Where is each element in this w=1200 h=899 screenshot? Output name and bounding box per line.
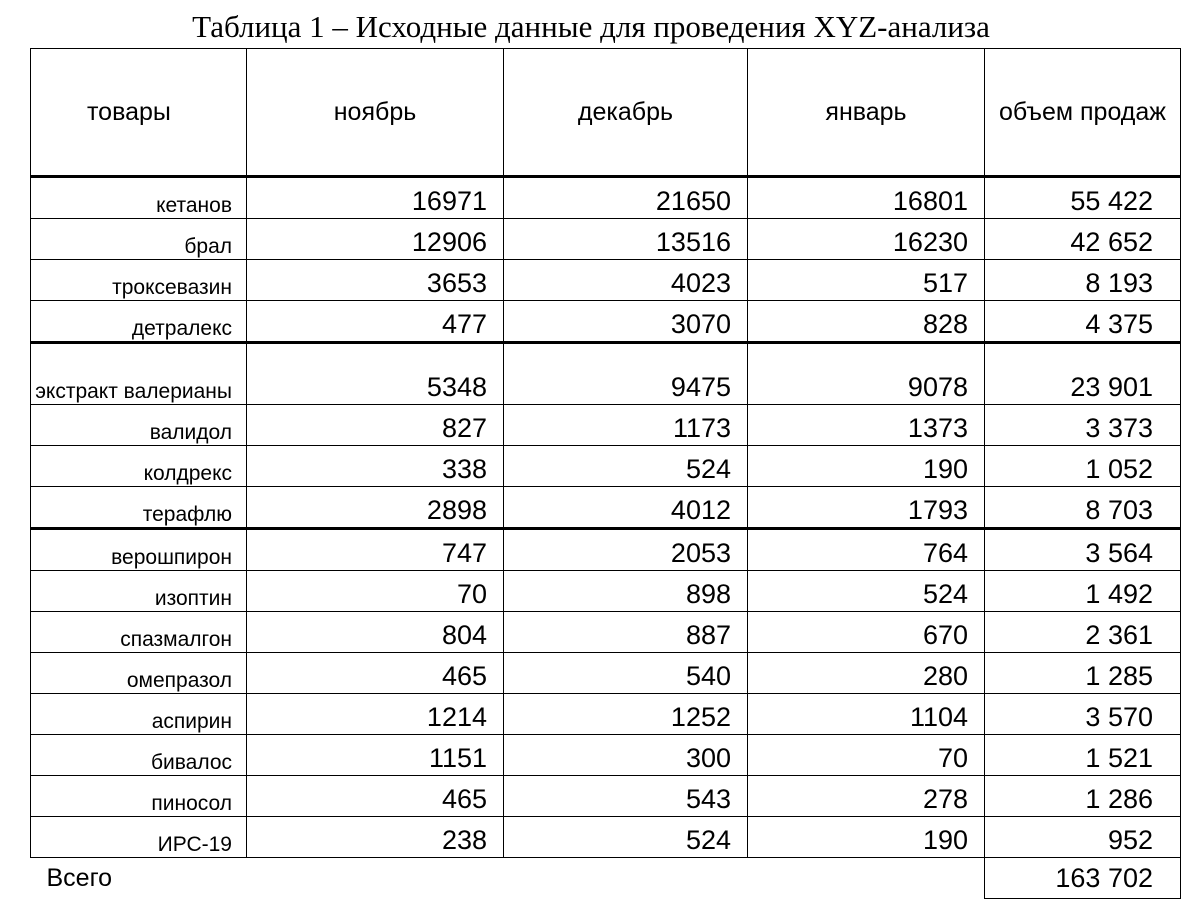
product-name: колдрекс: [31, 446, 247, 487]
december-value: 898: [504, 571, 748, 612]
table-row: [31, 405, 1181, 446]
header-sales-volume: объем продаж: [985, 49, 1181, 177]
december-value: 13516: [504, 219, 748, 260]
january-value: 190: [748, 446, 985, 487]
table-row: [31, 487, 1181, 529]
january-value: 16801: [748, 177, 985, 219]
product-name: верошпирон: [31, 529, 247, 571]
total-row: [31, 858, 1181, 899]
december-value: 2053: [504, 529, 748, 571]
product-name: омепразол: [31, 653, 247, 694]
product-name: ИРС-19: [31, 817, 247, 858]
table-row: [31, 817, 1181, 858]
november-value: 70: [247, 571, 504, 612]
xyz-data-table: [30, 48, 1181, 899]
december-value: 300: [504, 735, 748, 776]
january-value: 670: [748, 612, 985, 653]
header-january: январь: [748, 49, 985, 177]
december-value: 524: [504, 817, 748, 858]
december-value: 1173: [504, 405, 748, 446]
january-value: 828: [748, 301, 985, 343]
table-row: [31, 343, 1181, 405]
november-value: 12906: [247, 219, 504, 260]
january-value: 524: [748, 571, 985, 612]
december-value: 4023: [504, 260, 748, 301]
december-value: 1252: [504, 694, 748, 735]
january-value: 9078: [748, 343, 985, 405]
december-value: 9475: [504, 343, 748, 405]
december-value: 21650: [504, 177, 748, 219]
table-row: [31, 735, 1181, 776]
sales-volume-value: 3 564: [985, 529, 1181, 571]
november-value: 2898: [247, 487, 504, 529]
january-value: 280: [748, 653, 985, 694]
header-row: [31, 49, 1181, 177]
product-name: спазмалгон: [31, 612, 247, 653]
january-value: 278: [748, 776, 985, 817]
december-value: 3070: [504, 301, 748, 343]
november-value: 16971: [247, 177, 504, 219]
table-row: [31, 694, 1181, 735]
table-row: [31, 612, 1181, 653]
january-value: 70: [748, 735, 985, 776]
sales-volume-value: 42 652: [985, 219, 1181, 260]
table-row: [31, 653, 1181, 694]
november-value: 5348: [247, 343, 504, 405]
product-name: брал: [31, 219, 247, 260]
sales-volume-value: 2 361: [985, 612, 1181, 653]
november-value: 3653: [247, 260, 504, 301]
total-spacer: [247, 858, 504, 899]
table-row: [31, 301, 1181, 343]
january-value: 190: [748, 817, 985, 858]
total-spacer: [748, 858, 985, 899]
november-value: 747: [247, 529, 504, 571]
november-value: 477: [247, 301, 504, 343]
sales-volume-value: 952: [985, 817, 1181, 858]
total-label: Всего: [46, 863, 113, 892]
sales-volume-value: 1 492: [985, 571, 1181, 612]
november-value: 827: [247, 405, 504, 446]
table-row: [31, 529, 1181, 571]
january-value: 16230: [748, 219, 985, 260]
sales-volume-value: 1 521: [985, 735, 1181, 776]
total-spacer: [504, 858, 748, 899]
product-name: пиносол: [31, 776, 247, 817]
table-row: [31, 446, 1181, 487]
sales-volume-value: 1 052: [985, 446, 1181, 487]
table-row: [31, 776, 1181, 817]
total-value: 163 702: [985, 858, 1181, 899]
november-value: 465: [247, 653, 504, 694]
november-value: 804: [247, 612, 504, 653]
january-value: 764: [748, 529, 985, 571]
january-value: 1104: [748, 694, 985, 735]
table-row: [31, 571, 1181, 612]
december-value: 4012: [504, 487, 748, 529]
sales-volume-value: 8 703: [985, 487, 1181, 529]
sales-volume-value: 3 373: [985, 405, 1181, 446]
product-name: экстракт валерианы: [31, 343, 247, 405]
january-value: 1793: [748, 487, 985, 529]
product-name: троксевазин: [31, 260, 247, 301]
table-row: [31, 177, 1181, 219]
sales-volume-value: 3 570: [985, 694, 1181, 735]
december-value: 543: [504, 776, 748, 817]
sales-volume-value: 23 901: [985, 343, 1181, 405]
header-products: товары: [31, 49, 247, 177]
product-name: терафлю: [31, 487, 247, 529]
sales-volume-value: 8 193: [985, 260, 1181, 301]
sales-volume-value: 55 422: [985, 177, 1181, 219]
november-value: 1151: [247, 735, 504, 776]
header-november: ноябрь: [247, 49, 504, 177]
product-name: изоптин: [31, 571, 247, 612]
product-name: кетанов: [31, 177, 247, 219]
table-row: [31, 219, 1181, 260]
table-caption: Таблица 1 – Исходные данные для проведения XYZ-анализа: [192, 9, 990, 44]
header-december: декабрь: [504, 49, 748, 177]
product-name: аспирин: [31, 694, 247, 735]
january-value: 1373: [748, 405, 985, 446]
december-value: 540: [504, 653, 748, 694]
january-value: 517: [748, 260, 985, 301]
november-value: 338: [247, 446, 504, 487]
november-value: 1214: [247, 694, 504, 735]
product-name: детралекс: [31, 301, 247, 343]
sales-volume-value: 4 375: [985, 301, 1181, 343]
december-value: 524: [504, 446, 748, 487]
table-row: [31, 260, 1181, 301]
product-name: бивалос: [31, 735, 247, 776]
sales-volume-value: 1 285: [985, 653, 1181, 694]
sales-volume-value: 1 286: [985, 776, 1181, 817]
december-value: 887: [504, 612, 748, 653]
product-name: валидол: [31, 405, 247, 446]
november-value: 465: [247, 776, 504, 817]
november-value: 238: [247, 817, 504, 858]
